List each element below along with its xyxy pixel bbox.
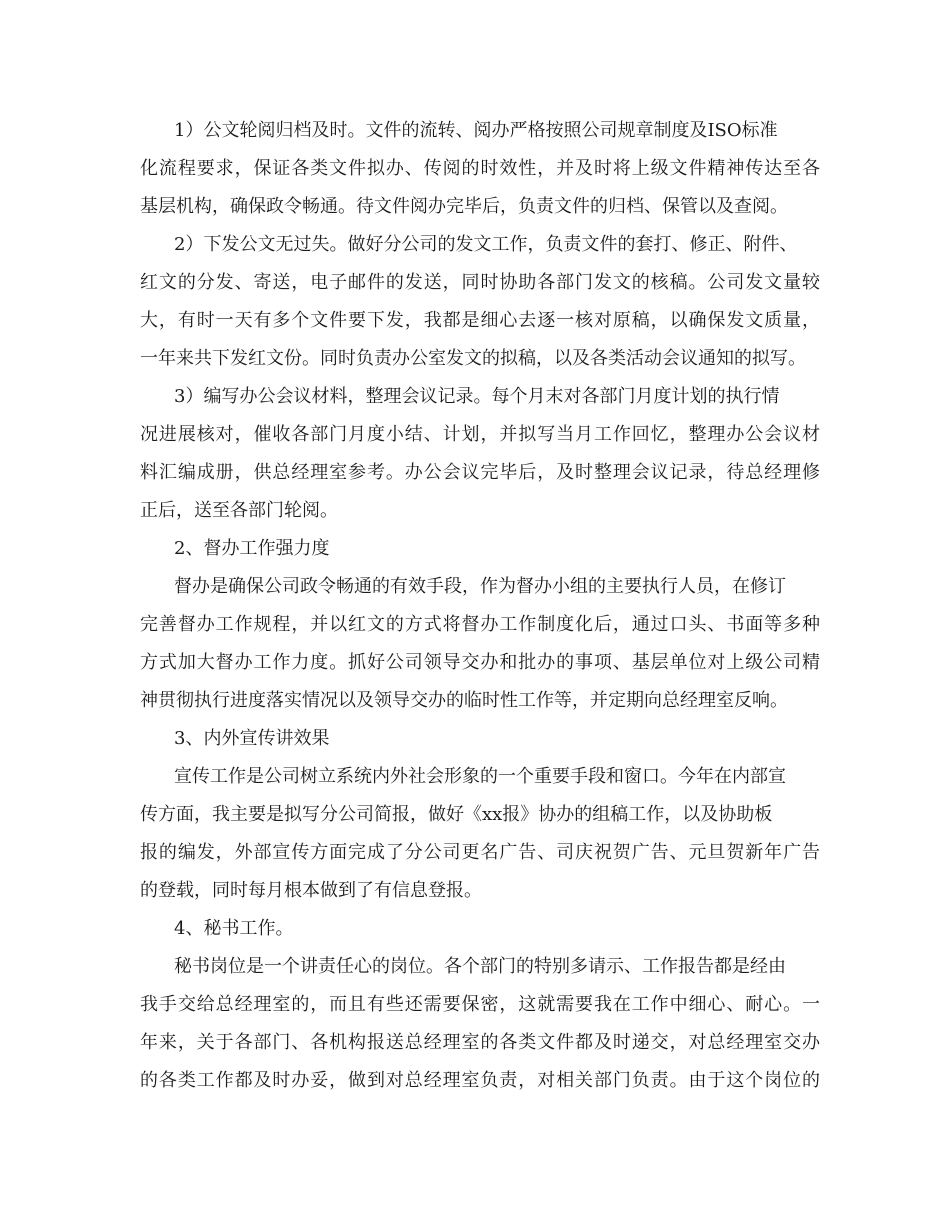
paragraph-5-line-1: 宣传工作是公司树立系统内外社会形象的一个重要手段和窗口。今年在内部宣 [174, 766, 786, 787]
paragraph-3-line-2: 况进展核对，催收各部门月度小结、计划，并拟写当月工作回忆，整理办公会议材 [140, 424, 820, 445]
paragraph-6-line-3: 年来，关于各部门、各机构报送总经理室的各类文件都及时递交，对总经理室交办 [140, 1032, 820, 1053]
paragraph-1-line-2: 化流程要求，保证各类文件拟办、传阅的时效性，并及时将上级文件精神传达至各 [140, 158, 820, 179]
paragraph-1-line-1: 1）公文轮阅归档及时。文件的流转、阅办严格按照公司规章制度及ISO标准 [174, 120, 778, 141]
paragraph-5-line-3: 报的编发，外部宣传方面完成了分公司更名广告、司庆祝贺广告、元旦贺新年广告 [140, 842, 820, 863]
paragraph-5-line-4: 的登载，同时每月根本做到了有信息登报。 [140, 880, 482, 901]
section-heading-4: 4、秘书工作。 [174, 918, 294, 939]
paragraph-3-line-3: 料汇编成册，供总经理室参考。办公会议完毕后，及时整理会议记录，待总经理修 [140, 462, 820, 483]
paragraph-4-line-3: 方式加大督办工作力度。抓好公司领导交办和批办的事项、基层单位对上级公司精 [140, 652, 820, 673]
section-heading-3: 3、内外宣传讲效果 [174, 728, 330, 749]
paragraph-3-line-4: 正后，送至各部门轮阅。 [140, 500, 338, 521]
paragraph-3-line-1: 3）编写办公会议材料，整理会议记录。每个月末对各部门月度计划的执行情 [174, 386, 780, 407]
paragraph-6-line-4: 的各类工作都及时办妥，做到对总经理室负责，对相关部门负责。由于这个岗位的 [140, 1070, 820, 1091]
paragraph-4-line-2: 完善督办工作规程，并以红文的方式将督办工作制度化后，通过口头、书面等多种 [140, 614, 820, 635]
paragraph-4-line-4: 神贯彻执行进度落实情况以及领导交办的临时性工作等，并定期向总经理室反响。 [140, 690, 788, 711]
paragraph-2-line-2: 红文的分发、寄送，电子邮件的发送，同时协助各部门发文的核稿。公司发文量较 [140, 272, 820, 293]
paragraph-4-line-1: 督办是确保公司政令畅通的有效手段，作为督办小组的主要执行人员，在修订 [174, 576, 786, 597]
paragraph-6-line-1: 秘书岗位是一个讲责任心的岗位。各个部门的特别多请示、工作报告都是经由 [174, 956, 786, 977]
paragraph-2-line-1: 2）下发公文无过失。做好分公司的发文工作，负责文件的套打、修正、附件、 [174, 234, 798, 255]
section-heading-2: 2、督办工作强力度 [174, 538, 330, 559]
paragraph-5-line-2: 传方面，我主要是拟写分公司简报，做好《xx报》协办的组稿工作，以及协助板 [140, 804, 773, 825]
paragraph-2-line-4: 一年来共下发红文份。同时负责办公室发文的拟稿，以及各类活动会议通知的拟写。 [140, 348, 806, 369]
paragraph-2-line-3: 大，有时一天有多个文件要下发，我都是细心去逐一核对原稿，以确保发文质量， [140, 310, 820, 331]
paragraph-6-line-2: 我手交给总经理室的，而且有些还需要保密，这就需要我在工作中细心、耐心。一 [140, 994, 820, 1015]
paragraph-1-line-3: 基层机构，确保政令畅通。待文件阅办完毕后，负责文件的归档、保管以及查阅。 [140, 196, 788, 217]
